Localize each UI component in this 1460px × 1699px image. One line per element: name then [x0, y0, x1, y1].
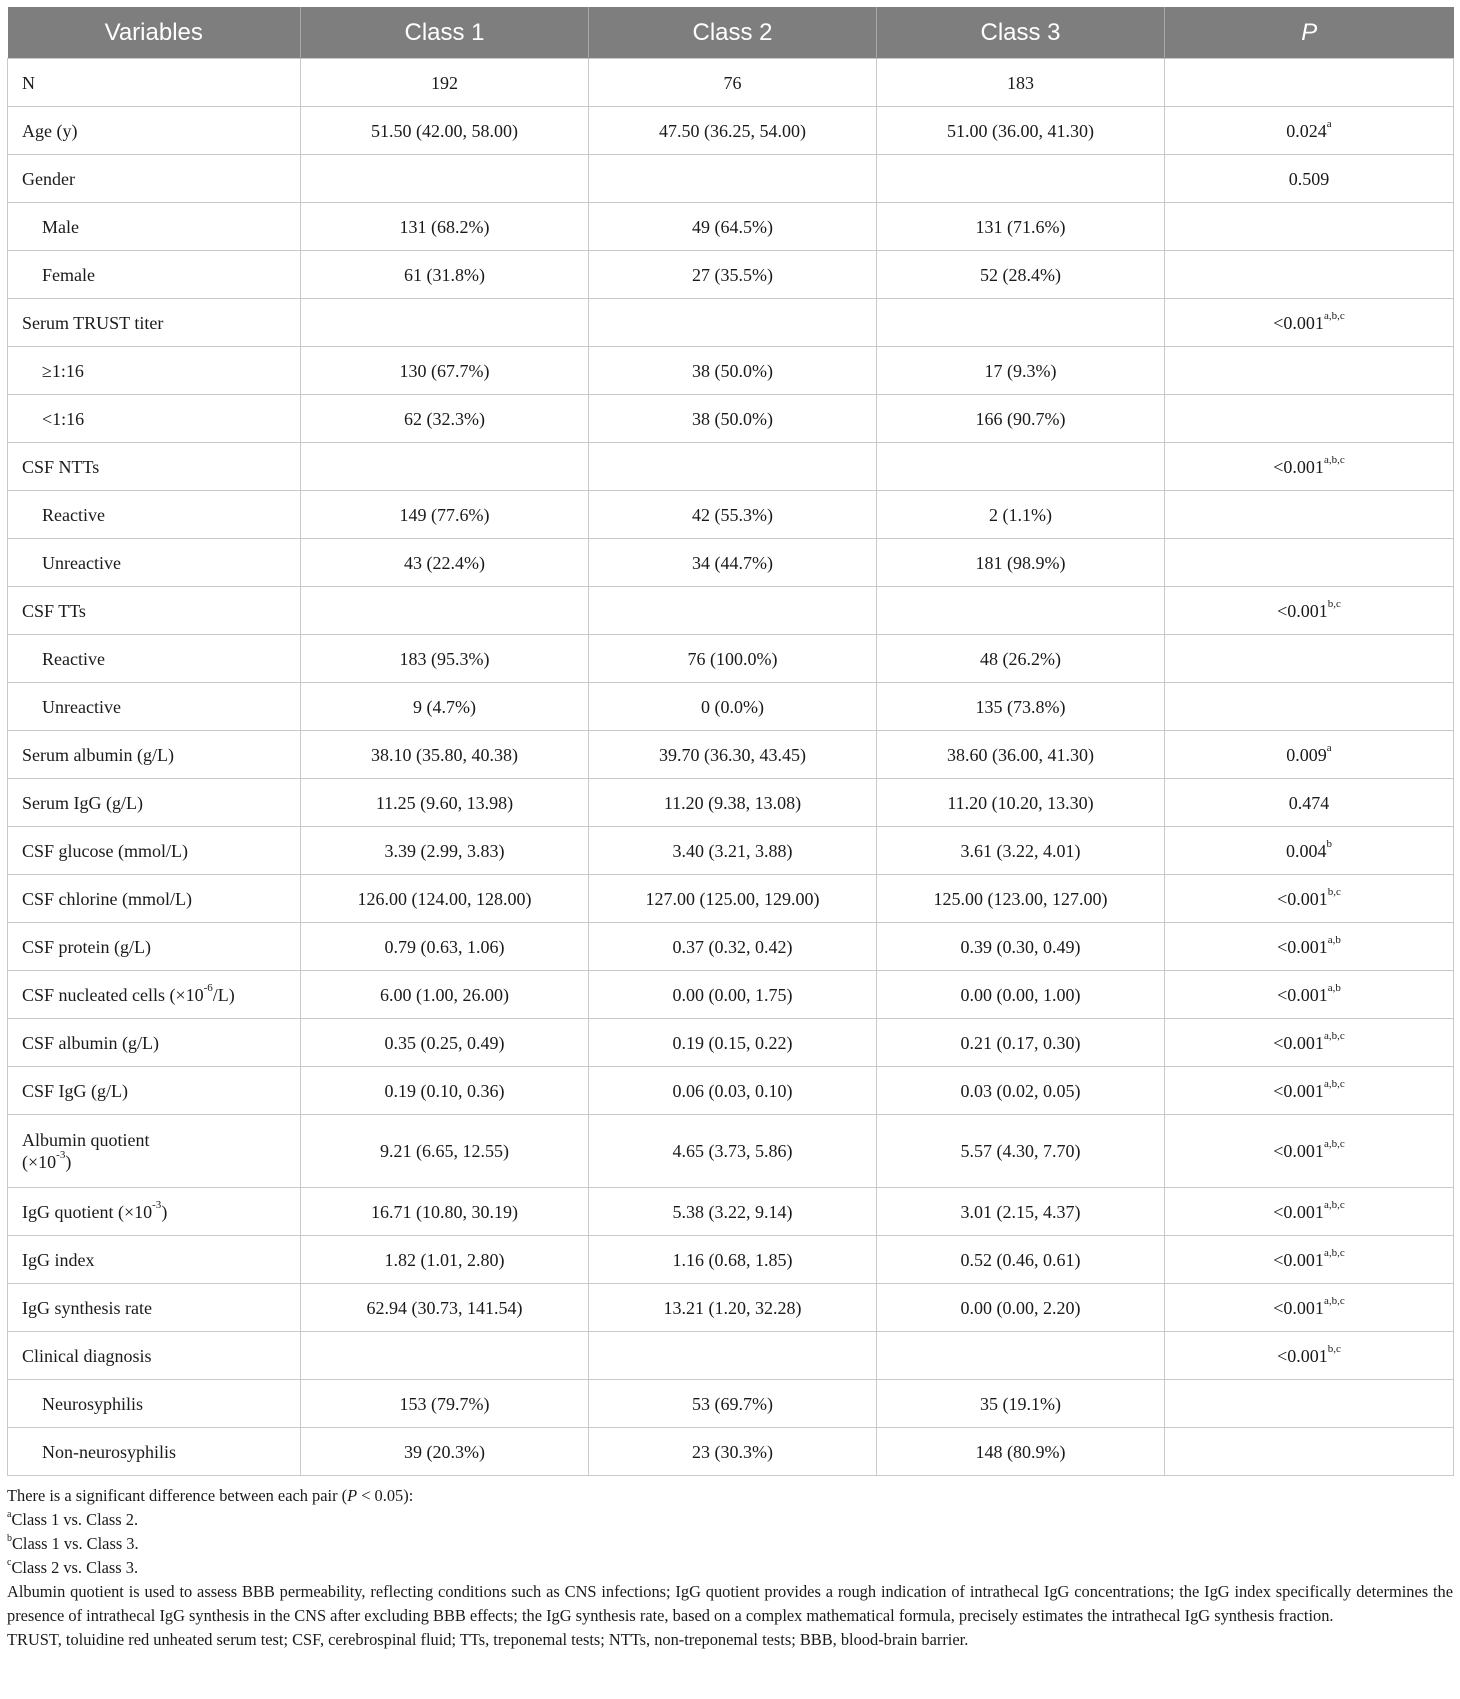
- table-row: [8, 587, 1454, 635]
- table-row: [8, 1284, 1454, 1332]
- p-value: $<0.001^{a,b,c}$: [1165, 1236, 1454, 1284]
- variable-label: CSF albumin (g/L): [8, 1019, 301, 1067]
- p-value: 0.024$^a$: [1165, 107, 1454, 155]
- variable-label: Serum albumin (g/L): [8, 731, 301, 779]
- table-row: [8, 1236, 1454, 1284]
- p-value: $<0.001^{a,b,c}$: [1165, 1067, 1454, 1115]
- explanation-note: Albumin quotient is used to assess BBB permeability, reflecting conditions such as CNS infections; IgG quotient provides a rough indication of intrathecal IgG concentrations; the IgG index specifically determines the presence of intrathecal IgG synthesis in the CNS after excluding BBB effects; the IgG synthesis rate, based on a complex mathematical formula, precisely estimates the intrathecal IgG synthesis fraction.: [7, 1582, 1453, 1625]
- table-row: [8, 971, 1454, 1019]
- p-value-superscript: a,b,c: [1323, 1198, 1345, 1211]
- significance-note: There is a significant difference between each pair (P < 0.05):: [7, 1486, 414, 1505]
- p-value: [1165, 395, 1454, 443]
- table-row: [8, 683, 1454, 731]
- p-value: [1165, 539, 1454, 587]
- footnote-a: $^a$Class 1 vs. Class 2.: [7, 1508, 139, 1529]
- variable-label: Serum IgG (g/L): [8, 779, 301, 827]
- class-3-value: 17 (9.3%): [877, 347, 1165, 395]
- p-value: 0.004$^b$: [1165, 827, 1454, 875]
- class-3-value: 135 (73.8%): [877, 683, 1165, 731]
- class-2-value: 0.06 (0.03, 0.10): [589, 1067, 877, 1115]
- variable-label: Unreactive: [8, 683, 301, 731]
- class-1-value: [301, 155, 589, 203]
- class-1-value: 0.19 (0.10, 0.36): [301, 1067, 589, 1115]
- variable-label: Age (y): [8, 107, 301, 155]
- p-value-superscript: a,b,c: [1323, 1029, 1345, 1042]
- class-2-value: [589, 443, 877, 491]
- table-row: [8, 203, 1454, 251]
- class-1-value: 11.25 (9.60, 13.98): [301, 779, 589, 827]
- variable-label: Serum TRUST titer: [8, 299, 301, 347]
- variable-label: CSF TTs: [8, 587, 301, 635]
- table-row: [8, 155, 1454, 203]
- class-1-value: 126.00 (124.00, 128.00): [301, 875, 589, 923]
- p-value: [1165, 1380, 1454, 1428]
- p-value-superscript: b,c: [1327, 597, 1341, 610]
- p-value-superscript: a: [1326, 741, 1332, 754]
- class-3-value: 2 (1.1%): [877, 491, 1165, 539]
- class-1-value: 61 (31.8%): [301, 251, 589, 299]
- p-value: $<0.001^{b,c}$: [1165, 1332, 1454, 1380]
- p-value: [1165, 1428, 1454, 1476]
- class-3-value: [877, 1332, 1165, 1380]
- class-3-value: 11.20 (10.20, 13.30): [877, 779, 1165, 827]
- class-3-value: [877, 299, 1165, 347]
- table-notes: [7, 1484, 1453, 1652]
- class-1-value: 16.71 (10.80, 30.19): [301, 1188, 589, 1236]
- variable-label: CSF protein (g/L): [8, 923, 301, 971]
- class-2-value: 27 (35.5%): [589, 251, 877, 299]
- table-row: [8, 107, 1454, 155]
- class-3-value: 0.21 (0.17, 0.30): [877, 1019, 1165, 1067]
- class-1-value: 38.10 (35.80, 40.38): [301, 731, 589, 779]
- class-3-value: 0.39 (0.30, 0.49): [877, 923, 1165, 971]
- class-3-value: 181 (98.9%): [877, 539, 1165, 587]
- p-value: [1165, 491, 1454, 539]
- class-3-value: 166 (90.7%): [877, 395, 1165, 443]
- table-row: [8, 827, 1454, 875]
- table-row: [8, 731, 1454, 779]
- class-3-value: 0.00 (0.00, 2.20): [877, 1284, 1165, 1332]
- p-value-superscript: a,b,c: [1323, 1294, 1345, 1307]
- table-row: [8, 635, 1454, 683]
- class-1-value: [301, 1332, 589, 1380]
- table-body: [8, 59, 1454, 1476]
- table-row: [8, 1115, 1454, 1188]
- class-1-value: 192: [301, 59, 589, 107]
- class-3-value: [877, 155, 1165, 203]
- class-1-value: 6.00 (1.00, 26.00): [301, 971, 589, 1019]
- header-p-value: P: [1165, 7, 1454, 59]
- class-3-value: 35 (19.1%): [877, 1380, 1165, 1428]
- class-2-value: 0.19 (0.15, 0.22): [589, 1019, 877, 1067]
- variable-label: Male: [8, 203, 301, 251]
- variable-label: N: [8, 59, 301, 107]
- class-3-value: 148 (80.9%): [877, 1428, 1165, 1476]
- class-2-value: 5.38 (3.22, 9.14): [589, 1188, 877, 1236]
- variable-label: CSF nucleated cells $(\times 10^{-6}/L)$: [8, 971, 301, 1019]
- table-row: [8, 1380, 1454, 1428]
- table-row: [8, 1019, 1454, 1067]
- class-2-value: 39.70 (36.30, 43.45): [589, 731, 877, 779]
- class-2-value: 38 (50.0%): [589, 395, 877, 443]
- p-value: [1165, 635, 1454, 683]
- p-value-superscript: a,b,c: [1323, 1138, 1345, 1150]
- class-3-value: 3.61 (3.22, 4.01): [877, 827, 1165, 875]
- class-2-value: 0.00 (0.00, 1.75): [589, 971, 877, 1019]
- variable-label: Unreactive: [8, 539, 301, 587]
- p-value: $<0.001^{a,b}$: [1165, 971, 1454, 1019]
- p-value: [1165, 203, 1454, 251]
- table-row: [8, 347, 1454, 395]
- p-value: 0.474: [1165, 779, 1454, 827]
- class-3-value: 0.00 (0.00, 1.00): [877, 971, 1165, 1019]
- class-3-value: 131 (71.6%): [877, 203, 1165, 251]
- class-2-value: 1.16 (0.68, 1.85): [589, 1236, 877, 1284]
- p-value: $<0.001^{b,c}$: [1165, 875, 1454, 923]
- variable-label: Albumin quotient $(\times 10^{-3})$: [8, 1115, 301, 1188]
- header-variables: Variables: [8, 7, 301, 59]
- p-value: $<0.001^{a,b,c}$: [1165, 443, 1454, 491]
- class-2-value: 0.37 (0.32, 0.42): [589, 923, 877, 971]
- class-1-value: 62.94 (30.73, 141.54): [301, 1284, 589, 1332]
- p-value-superscript: b,c: [1327, 885, 1341, 898]
- table-row: [8, 443, 1454, 491]
- variable-label: IgG synthesis rate: [8, 1284, 301, 1332]
- class-2-value: 3.40 (3.21, 3.88): [589, 827, 877, 875]
- table-row: [8, 491, 1454, 539]
- p-value: [1165, 683, 1454, 731]
- class-1-value: 183 (95.3%): [301, 635, 589, 683]
- class-2-value: 76 (100.0%): [589, 635, 877, 683]
- class-1-value: 3.39 (2.99, 3.83): [301, 827, 589, 875]
- class-2-value: 13.21 (1.20, 32.28): [589, 1284, 877, 1332]
- p-value-superscript: b: [1326, 837, 1332, 850]
- variable-label: Gender: [8, 155, 301, 203]
- class-1-value: 43 (22.4%): [301, 539, 589, 587]
- table-row: [8, 251, 1454, 299]
- table-row: [8, 395, 1454, 443]
- p-value-superscript: a,b,c: [1323, 309, 1345, 322]
- class-2-value: 53 (69.7%): [589, 1380, 877, 1428]
- p-value-superscript: a,b: [1327, 933, 1341, 946]
- variable-label: CSF chlorine (mmol/L): [8, 875, 301, 923]
- p-value: [1165, 347, 1454, 395]
- class-3-value: [877, 443, 1165, 491]
- p-value-superscript: a,b,c: [1323, 1246, 1345, 1259]
- variable-label: CSF glucose (mmol/L): [8, 827, 301, 875]
- p-value: 0.509: [1165, 155, 1454, 203]
- variable-label: Clinical diagnosis: [8, 1332, 301, 1380]
- class-3-value: 3.01 (2.15, 4.37): [877, 1188, 1165, 1236]
- abbreviations-note: TRUST, toluidine red unheated serum test; CSF, cerebrospinal fluid; TTs, treponemal tests; NTTs, non-treponemal tests; BBB, blood-brain barrier.: [7, 1630, 969, 1649]
- class-1-value: [301, 443, 589, 491]
- p-value-superscript: b,c: [1327, 1342, 1341, 1355]
- p-value-superscript: a,b,c: [1323, 1077, 1345, 1090]
- p-value-superscript: a: [1326, 117, 1332, 130]
- class-1-value: 153 (79.7%): [301, 1380, 589, 1428]
- class-3-value: 38.60 (36.00, 41.30): [877, 731, 1165, 779]
- table-row: [8, 59, 1454, 107]
- class-3-value: 0.52 (0.46, 0.61): [877, 1236, 1165, 1284]
- variable-label: <1:16: [8, 395, 301, 443]
- p-value: 0.009$^a$: [1165, 731, 1454, 779]
- p-value-superscript: a,b,c: [1323, 453, 1345, 466]
- class-1-value: 39 (20.3%): [301, 1428, 589, 1476]
- table-row: [8, 779, 1454, 827]
- class-1-value: 1.82 (1.01, 2.80): [301, 1236, 589, 1284]
- header-class-2: Class 2: [589, 7, 877, 59]
- class-2-value: [589, 1332, 877, 1380]
- variable-label: IgG quotient $(\times 10^{-3})$: [8, 1188, 301, 1236]
- p-value: [1165, 251, 1454, 299]
- class-2-value: 127.00 (125.00, 129.00): [589, 875, 877, 923]
- class-1-value: 130 (67.7%): [301, 347, 589, 395]
- variable-label: Reactive: [8, 491, 301, 539]
- class-1-value: 131 (68.2%): [301, 203, 589, 251]
- class-3-value: [877, 587, 1165, 635]
- p-value: [1165, 59, 1454, 107]
- class-3-value: 52 (28.4%): [877, 251, 1165, 299]
- class-3-value: 48 (26.2%): [877, 635, 1165, 683]
- variable-label: Neurosyphilis: [8, 1380, 301, 1428]
- class-1-value: [301, 587, 589, 635]
- p-value-superscript: a,b: [1327, 981, 1341, 994]
- p-value: $<0.001^{a,b,c}$: [1165, 1115, 1454, 1188]
- variable-label: IgG index: [8, 1236, 301, 1284]
- variable-label: ≥1:16: [8, 347, 301, 395]
- header-class-1: Class 1: [301, 7, 589, 59]
- header-class-3: Class 3: [877, 7, 1165, 59]
- class-1-value: [301, 299, 589, 347]
- class-2-value: 23 (30.3%): [589, 1428, 877, 1476]
- table-row: [8, 1067, 1454, 1115]
- class-2-value: 11.20 (9.38, 13.08): [589, 779, 877, 827]
- table-row: [8, 1188, 1454, 1236]
- class-1-value: 62 (32.3%): [301, 395, 589, 443]
- variable-label: CSF NTTs: [8, 443, 301, 491]
- table-row: [8, 923, 1454, 971]
- class-3-value: 51.00 (36.00, 41.30): [877, 107, 1165, 155]
- class-2-value: 4.65 (3.73, 5.86): [589, 1115, 877, 1188]
- p-value: $<0.001^{a,b,c}$: [1165, 1284, 1454, 1332]
- class-3-value: 125.00 (123.00, 127.00): [877, 875, 1165, 923]
- class-1-value: 0.79 (0.63, 1.06): [301, 923, 589, 971]
- p-value: $<0.001^{a,b,c}$: [1165, 1188, 1454, 1236]
- class-2-value: 42 (55.3%): [589, 491, 877, 539]
- class-3-value: 5.57 (4.30, 7.70): [877, 1115, 1165, 1188]
- table-row: [8, 299, 1454, 347]
- class-1-value: 0.35 (0.25, 0.49): [301, 1019, 589, 1067]
- variable-label: Reactive: [8, 635, 301, 683]
- class-2-value: 0 (0.0%): [589, 683, 877, 731]
- class-1-value: 149 (77.6%): [301, 491, 589, 539]
- footnote-b: $^b$Class 1 vs. Class 3.: [7, 1532, 139, 1553]
- class-2-value: 34 (44.7%): [589, 539, 877, 587]
- class-1-value: 9 (4.7%): [301, 683, 589, 731]
- variable-label: CSF IgG (g/L): [8, 1067, 301, 1115]
- variable-label: Female: [8, 251, 301, 299]
- class-2-value: 76: [589, 59, 877, 107]
- class-2-value: [589, 155, 877, 203]
- class-2-value: 47.50 (36.25, 54.00): [589, 107, 877, 155]
- class-2-value: 49 (64.5%): [589, 203, 877, 251]
- p-value: $<0.001^{a,b,c}$: [1165, 1019, 1454, 1067]
- p-value: $<0.001^{a,b,c}$: [1165, 299, 1454, 347]
- class-2-value: [589, 299, 877, 347]
- class-1-value: 51.50 (42.00, 58.00): [301, 107, 589, 155]
- table-row: [8, 1428, 1454, 1476]
- class-3-value: 183: [877, 59, 1165, 107]
- variable-label: Non-neurosyphilis: [8, 1428, 301, 1476]
- p-value: $<0.001^{b,c}$: [1165, 587, 1454, 635]
- table-row: [8, 1332, 1454, 1380]
- class-2-value: 38 (50.0%): [589, 347, 877, 395]
- table-row: [8, 875, 1454, 923]
- table-header: [8, 7, 1454, 59]
- class-2-value: [589, 587, 877, 635]
- class-3-value: 0.03 (0.02, 0.05): [877, 1067, 1165, 1115]
- class-1-value: 9.21 (6.65, 12.55): [301, 1115, 589, 1188]
- document-page: [7, 7, 1453, 1652]
- p-value: $<0.001^{a,b}$: [1165, 923, 1454, 971]
- results-table: [7, 7, 1454, 1476]
- table-row: [8, 539, 1454, 587]
- footnote-c: $^c$Class 2 vs. Class 3.: [7, 1556, 139, 1577]
